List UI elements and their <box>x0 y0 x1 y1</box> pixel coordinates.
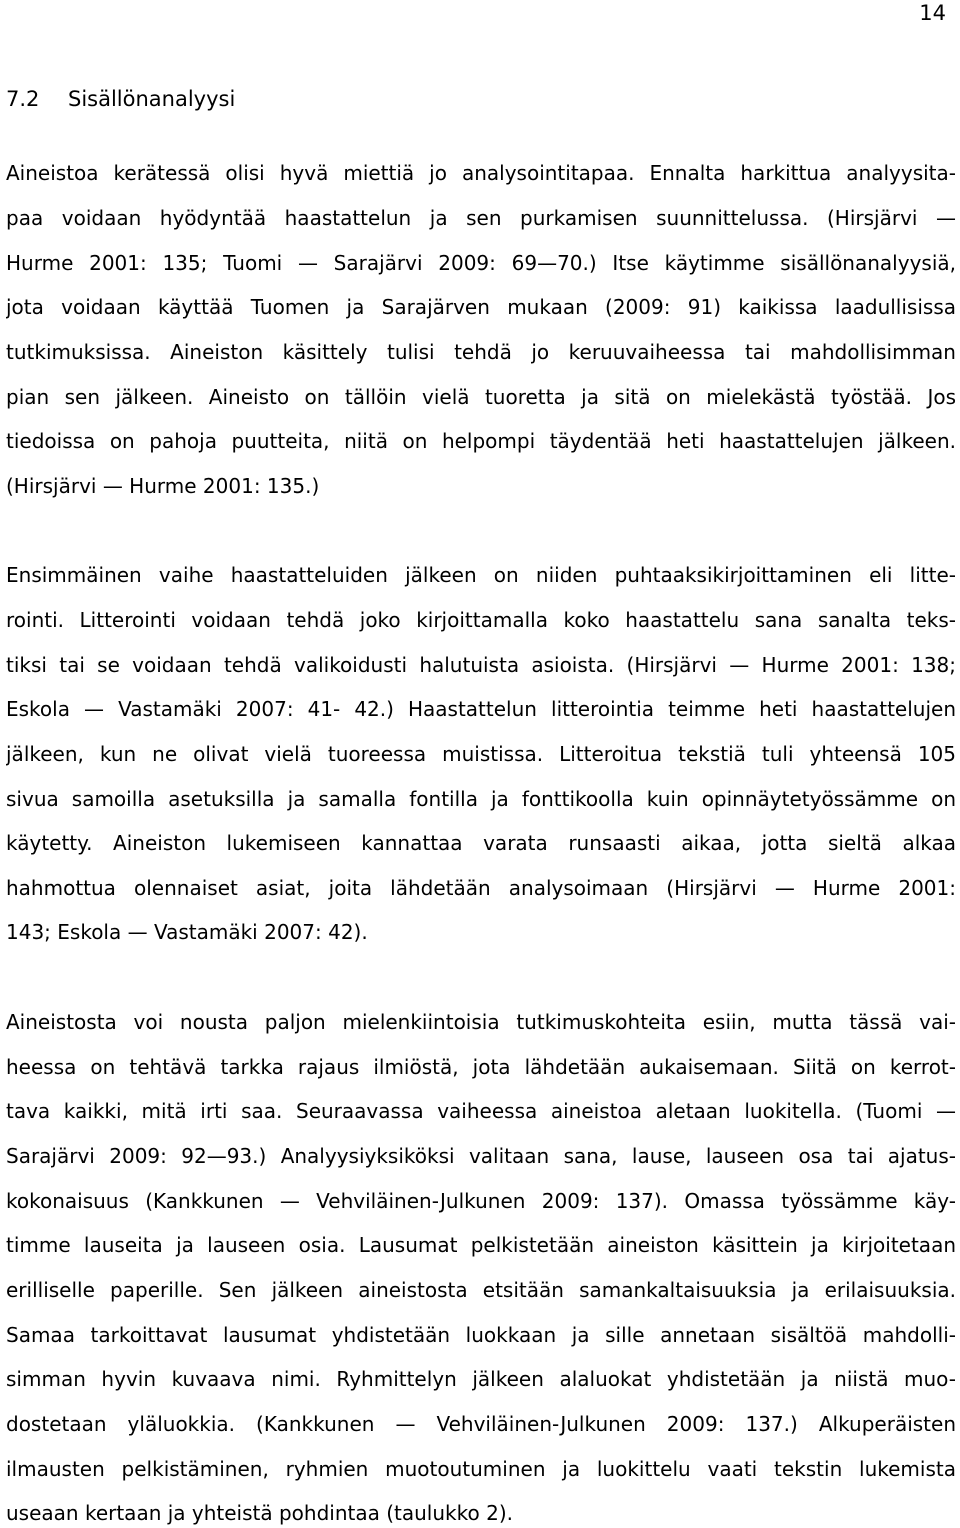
paragraph-line: Aineistosta voi nousta paljon mielenkiintoisia tutkimuskohteita esiin, mutta tässä vai- <box>6 1010 956 1034</box>
paragraph-line: simman hyvin kuvaava nimi. Ryhmittelyn jälkeen alaluokat yhdistetään ja niistä muo- <box>6 1367 956 1391</box>
paragraph-line: hahmottua olennaiset asiat, joita lähdetään analysoimaan (Hirsjärvi — Hurme 2001: <box>6 876 956 900</box>
paragraph-line: kokonaisuus (Kankkunen — Vehviläinen-Julkunen 2009: 137). Omassa työssämme käy- <box>6 1189 956 1213</box>
paragraph-line: rointi. Litterointi voidaan tehdä joko kirjoittamalla koko haastattelu sana sanalta teks- <box>6 608 956 632</box>
paragraph-line: Ensimmäinen vaihe haastatteluiden jälkeen on niiden puhtaaksikirjoittaminen eli litte- <box>6 563 956 587</box>
paragraph-line: jota voidaan käyttää Tuomen ja Sarajärven mukaan (2009: 91) kaikissa laadullisissa <box>6 295 956 319</box>
paragraph-line: tutkimuksissa. Aineiston käsittely tulisi tehdä jo keruuvaiheessa tai mahdollisimman <box>6 340 956 364</box>
paragraph-line: sivua samoilla asetuksilla ja samalla fontilla ja fonttikoolla kuin opinnäytetyössämme on <box>6 787 956 811</box>
paragraph-line: tiksi tai se voidaan tehdä valikoidusti halutuista asioista. (Hirsjärvi — Hurme 2001: 138; <box>6 653 956 677</box>
paragraph-line: Eskola — Vastamäki 2007: 41- 42.) Haastattelun litterointia teimme heti haastattelujen <box>6 697 956 721</box>
paragraph-line: Hurme 2001: 135; Tuomi — Sarajärvi 2009: 69—70.) Itse käytimme sisällönanalyysiä, <box>6 251 956 275</box>
paragraph-line: Samaa tarkoittavat lausumat yhdistetään luokkaan ja sille annetaan sisältöä mahdolli- <box>6 1323 956 1347</box>
paragraph-line: heessa on tehtävä tarkka rajaus ilmiöstä, jota lähdetään aukaisemaan. Siitä on kerrot- <box>6 1055 956 1079</box>
paragraph-line: paa voidaan hyödyntää haastattelun ja sen purkamisen suunnittelussa. (Hirsjärvi — <box>6 206 956 230</box>
paragraph-line: tava kaikki, mitä irti saa. Seuraavassa vaiheessa aineistoa aletaan luokitella. (Tuomi — <box>6 1099 956 1123</box>
paragraph-line: useaan kertaan ja yhteistä pohdintaa (taulukko 2). <box>6 1501 513 1525</box>
paragraph-line: Aineistoa kerätessä olisi hyvä miettiä jo analysointitapaa. Ennalta harkittua analyysita- <box>6 161 956 185</box>
paragraph-line: Sarajärvi 2009: 92—93.) Analyysiyksiköksi valitaan sana, lause, lauseen osa tai ajatus- <box>6 1144 956 1168</box>
paragraph-line: tiedoissa on pahoja puutteita, niitä on helpompi täydentää heti haastattelujen jälkeen. <box>6 429 956 453</box>
section-number: 7.2 <box>6 87 40 111</box>
page-number: 14 <box>919 1 946 25</box>
paragraph-line: dostetaan yläluokkia. (Kankkunen — Vehviläinen-Julkunen 2009: 137.) Alkuperäisten <box>6 1412 956 1436</box>
section-title: Sisällönanalyysi <box>68 87 236 111</box>
section-heading <box>6 84 235 114</box>
paragraph-line: 143; Eskola — Vastamäki 2007: 42). <box>6 920 368 944</box>
paragraph-line: käytetty. Aineiston lukemiseen kannattaa varata runsaasti aikaa, jotta sieltä alkaa <box>6 831 956 855</box>
paragraph-line: erilliselle paperille. Sen jälkeen aineistosta etsitään samankaltaisuuksia ja erilaisuuksia. <box>6 1278 956 1302</box>
paragraph-line: pian sen jälkeen. Aineisto on tällöin vielä tuoretta ja sitä on mielekästä työstää. Jos <box>6 385 956 409</box>
paragraph-line: (Hirsjärvi — Hurme 2001: 135.) <box>6 474 320 498</box>
paragraph-line: timme lauseita ja lauseen osia. Lausumat pelkistetään aineiston käsittein ja kirjoitetaan <box>6 1233 956 1257</box>
paragraph-line: ilmausten pelkistäminen, ryhmien muotoutuminen ja luokittelu vaati tekstin lukemista <box>6 1457 956 1481</box>
paragraph-line: jälkeen, kun ne olivat vielä tuoreessa muistissa. Litteroitua tekstiä tuli yhteensä 105 <box>6 742 956 766</box>
